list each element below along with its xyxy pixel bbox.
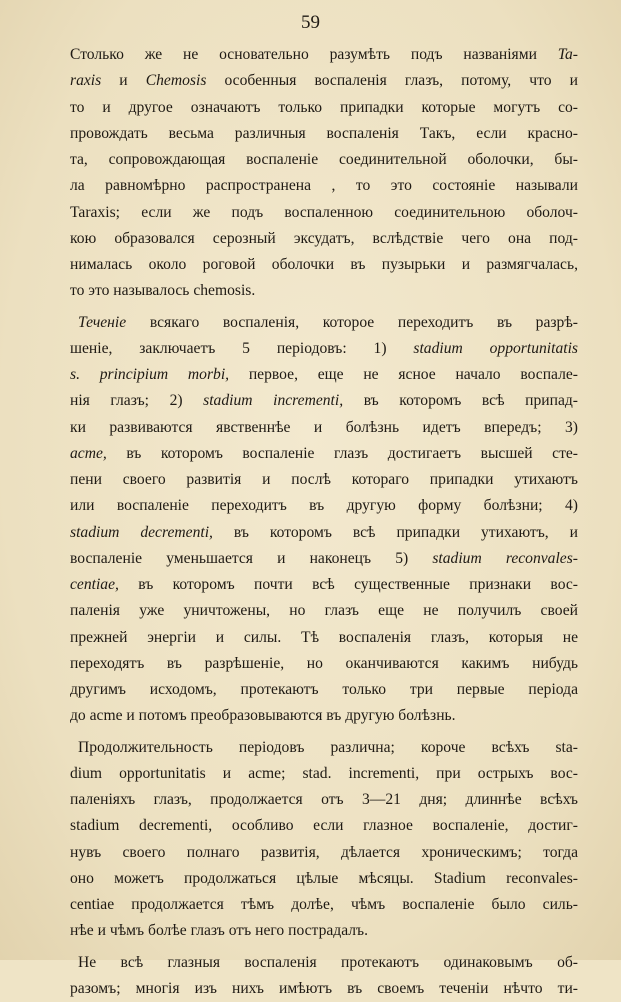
text-line — [70, 278, 578, 304]
italic-term: stadium reconvales- — [432, 550, 578, 567]
text-line — [70, 68, 578, 94]
text-line — [70, 625, 578, 651]
text-run: нія глазъ; 2) — [70, 392, 203, 409]
text-run: въ которомъ всѣ припадки утихаютъ, и — [213, 524, 578, 541]
text-line — [70, 572, 578, 598]
italic-term: stadium opportunitatis — [413, 340, 578, 357]
text-run: оно можетъ продолжаться цѣлые мѣсяцы. Stadium reconvales- — [70, 870, 578, 887]
text-line — [70, 546, 578, 572]
text-line — [70, 866, 578, 892]
text-line — [70, 362, 578, 388]
text-run: первое, еще не ясное начало воспале- — [229, 366, 578, 383]
text-run: кою образовался серозный эксудатъ, вслѣдствіе чего она под- — [70, 230, 578, 247]
italic-term: centiae, — [70, 576, 119, 593]
text-line — [70, 121, 578, 147]
text-run: другимъ исходомъ, протекаютъ только три первые періода — [70, 681, 578, 698]
text-run: пени своего развитія и послѣ котораго припадки утихаютъ — [70, 471, 578, 488]
text-line — [70, 677, 578, 703]
text-run: dium opportunitatis и acme; stad. incrementi, при острыхъ вос- — [70, 765, 578, 782]
paragraph — [70, 310, 578, 730]
text-body — [70, 42, 578, 1002]
text-line — [70, 310, 578, 336]
text-run: шеніе, заключаетъ 5 періодовъ: 1) — [70, 340, 413, 357]
text-line — [70, 840, 578, 866]
text-run: то и другое означаютъ только припадки которые могутъ со- — [70, 99, 578, 116]
text-line — [70, 173, 578, 199]
text-run: ки развиваются явственнѣе и болѣзнь идетъ впередъ; 3) — [70, 419, 578, 436]
text-line — [70, 336, 578, 362]
text-run: то это называлось chemosis. — [70, 282, 255, 299]
text-run: паленіяхъ глазъ, продолжается отъ 3—21 дня; длиннѣе всѣхъ — [70, 791, 578, 808]
text-line — [70, 252, 578, 278]
text-run: нѣе и чѣмъ болѣе глазъ отъ него пострадалъ. — [70, 922, 368, 939]
italic-term: Теченіе — [78, 314, 126, 331]
text-line — [70, 467, 578, 493]
text-line — [70, 813, 578, 839]
text-run: провождать весьма различныя воспаленія Такъ, если красно- — [70, 125, 578, 142]
text-run: Taraxis; если же подъ воспаленною соединительною оболоч- — [70, 204, 578, 221]
paragraph — [70, 950, 578, 1002]
text-run: ла равномѣрно распространена , то это состояніе называли — [70, 177, 578, 194]
text-run: разомъ; многія изъ нихъ имѣютъ въ своемъ теченіи нѣчто ти- — [70, 980, 578, 997]
text-run: прежней энергіи и силы. Тѣ воспаленія глазъ, которыя не — [70, 629, 578, 646]
text-line — [70, 918, 578, 944]
text-run: Продолжительность періодовъ различна; короче всѣхъ sta- — [78, 739, 578, 756]
text-run: Не всѣ глазныя воспаленія протекаютъ одинаковымъ об- — [78, 954, 578, 971]
italic-term: Ta- — [558, 46, 578, 63]
text-line — [70, 950, 578, 976]
text-line — [70, 520, 578, 546]
paragraph — [70, 735, 578, 945]
text-run: въ которомъ почти всѣ существенные признаки вос- — [119, 576, 578, 593]
text-run: всякаго воспаленія, которое переходитъ въ разрѣ- — [126, 314, 578, 331]
text-run: нималась около роговой оболочки въ пузырьки и размягчалась, — [70, 256, 578, 273]
text-line — [70, 415, 578, 441]
text-line — [70, 42, 578, 68]
text-line — [70, 598, 578, 624]
text-line — [70, 761, 578, 787]
italic-term: Chemosis — [146, 72, 207, 89]
text-run: stadium decrementi, особливо если глазное воспаленіе, достиг- — [70, 817, 578, 834]
text-line — [70, 976, 578, 1002]
italic-term: stadium decrementi, — [70, 524, 213, 541]
text-run: въ которомъ воспаленіе глазъ достигаетъ высшей сте- — [107, 445, 578, 462]
text-run: воспаленіе уменьшается и наконецъ 5) — [70, 550, 432, 567]
text-run: и — [101, 72, 146, 89]
text-line — [70, 703, 578, 729]
text-run: въ которомъ всѣ припад- — [343, 392, 578, 409]
text-line — [70, 441, 578, 467]
text-run: или воспаленіе переходитъ въ другую форму болѣзни; 4) — [70, 497, 578, 514]
italic-term: raxis — [70, 72, 101, 89]
italic-term: s. principium morbi, — [70, 366, 229, 383]
text-run: та, сопровождающая воспаленіе соединительной оболочки, бы- — [70, 151, 578, 168]
text-line — [70, 493, 578, 519]
page-number: 59 — [0, 12, 621, 34]
text-line — [70, 200, 578, 226]
text-run: Столько же не основательно разумѣть подъ названіями — [70, 46, 558, 63]
text-line — [70, 892, 578, 918]
text-run: паленія уже уничтожены, но глазъ еще не получилъ своей — [70, 602, 578, 619]
text-run: до acme и потомъ преобразовываются въ другую болѣзнь. — [70, 707, 456, 724]
text-run: centiae продолжается тѣмъ долѣе, чѣмъ воспаленіе было силь- — [70, 896, 578, 913]
text-line — [70, 787, 578, 813]
text-run: особенныя воспаленія глазъ, потому, что и — [206, 72, 578, 89]
text-line — [70, 226, 578, 252]
text-line — [70, 651, 578, 677]
text-line — [70, 388, 578, 414]
paragraph — [70, 42, 578, 305]
italic-term: acme, — [70, 445, 107, 462]
text-line — [70, 735, 578, 761]
text-run: переходятъ въ разрѣшеніе, но оканчиваются какимъ нибудь — [70, 655, 578, 672]
italic-term: stadium incrementi, — [203, 392, 343, 409]
text-line — [70, 147, 578, 173]
text-run: нувъ своего полнаго развитія, дѣлается хроническимъ; тогда — [70, 844, 578, 861]
text-line — [70, 95, 578, 121]
